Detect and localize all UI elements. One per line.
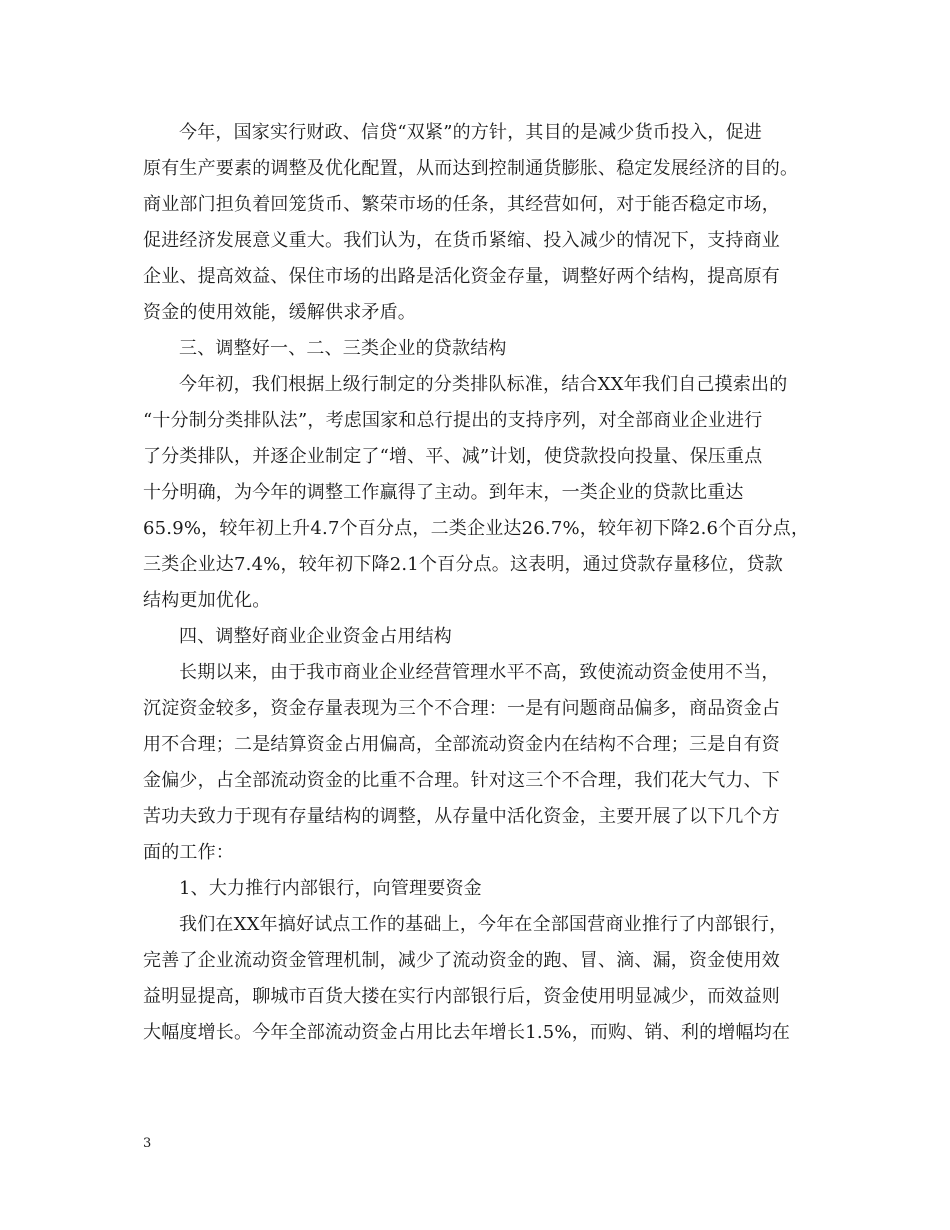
paragraph-line: 长期以来，由于我市商业企业经营管理水平不高，致使流动资金使用不当， <box>179 662 780 683</box>
paragraph-line: 金偏少，占全部流动资金的比重不合理。针对这三个不合理，我们花大气力、下 <box>143 770 780 791</box>
section-heading: 四、调整好商业企业资金占用结构 <box>179 626 452 647</box>
paragraph-line: 益明显提高，聊城市百货大搂在实行内部银行后，资金使用明显减少，而效益则 <box>143 986 780 1007</box>
paragraph-line: 企业、提高效益、保住市场的出路是活化资金存量，调整好两个结构，提高原有 <box>143 266 780 287</box>
paragraph-line: 资金的使用效能，缓解供求矛盾。 <box>143 302 416 323</box>
paragraph-line: 今年，国家实行财政、信贷“双紧”的方针，其目的是减少货币投入，促进 <box>179 122 763 143</box>
paragraph-line: 三类企业达7.4%，较年初下降2.1个百分点。这表明，通过贷款存量移位，贷款 <box>143 554 783 575</box>
paragraph-line: 苦功夫致力于现有存量结构的调整，从存量中活化资金，主要开展了以下几个方 <box>143 806 780 827</box>
paragraph-line: 今年初，我们根据上级行制定的分类排队标准，结合XX年我们自己摸索出的 <box>179 374 788 395</box>
section-heading: 三、调整好一、二、三类企业的贷款结构 <box>179 338 507 359</box>
subsection-heading: 1、大力推行内部银行，向管理要资金 <box>179 878 482 899</box>
paragraph-line: “十分制分类排队法”，考虑国家和总行提出的支持序列，对全部商业企业进行 <box>143 410 763 431</box>
paragraph-line: 我们在XX年搞好试点工作的基础上，今年在全部国营商业推行了内部银行， <box>179 914 788 935</box>
paragraph-line: 用不合理；二是结算资金占用偏高，全部流动资金内在结构不合理；三是自有资 <box>143 734 780 755</box>
paragraph-line: 面的工作： <box>143 842 234 863</box>
paragraph-line: 了分类排队，并逐企业制定了“增、平、减”计划，使贷款投向投量、保压重点 <box>143 446 763 467</box>
page-number: 3 <box>143 1136 152 1151</box>
paragraph-line: 原有生产要素的调整及优化配置，从而达到控制通货膨胀、稳定发展经济的目的。 <box>143 158 799 179</box>
paragraph-line: 促进经济发展意义重大。我们认为，在货币紧缩、投入减少的情况下，支持商业 <box>143 230 780 251</box>
paragraph-line: 完善了企业流动资金管理机制，减少了流动资金的跑、冒、滴、漏，资金使用效 <box>143 950 780 971</box>
paragraph-line: 结构更加优化。 <box>143 590 271 611</box>
paragraph-line: 65.9%，较年初上升4.7个百分点，二类企业达26.7%，较年初下降2.6个百分点， <box>143 518 810 539</box>
paragraph-line: 商业部门担负着回笼货币、繁荣市场的任条，其经营如何，对于能否稳定市场， <box>143 194 780 215</box>
paragraph-line: 十分明确，为今年的调整工作赢得了主动。到年末，一类企业的贷款比重达 <box>143 482 744 503</box>
paragraph-line: 大幅度增长。今年全部流动资金占用比去年增长1.5%，而购、销、利的增幅均在 <box>143 1022 791 1043</box>
paragraph-line: 沉淀资金较多，资金存量表现为三个不合理：一是有问题商品偏多，商品资金占 <box>143 698 780 719</box>
